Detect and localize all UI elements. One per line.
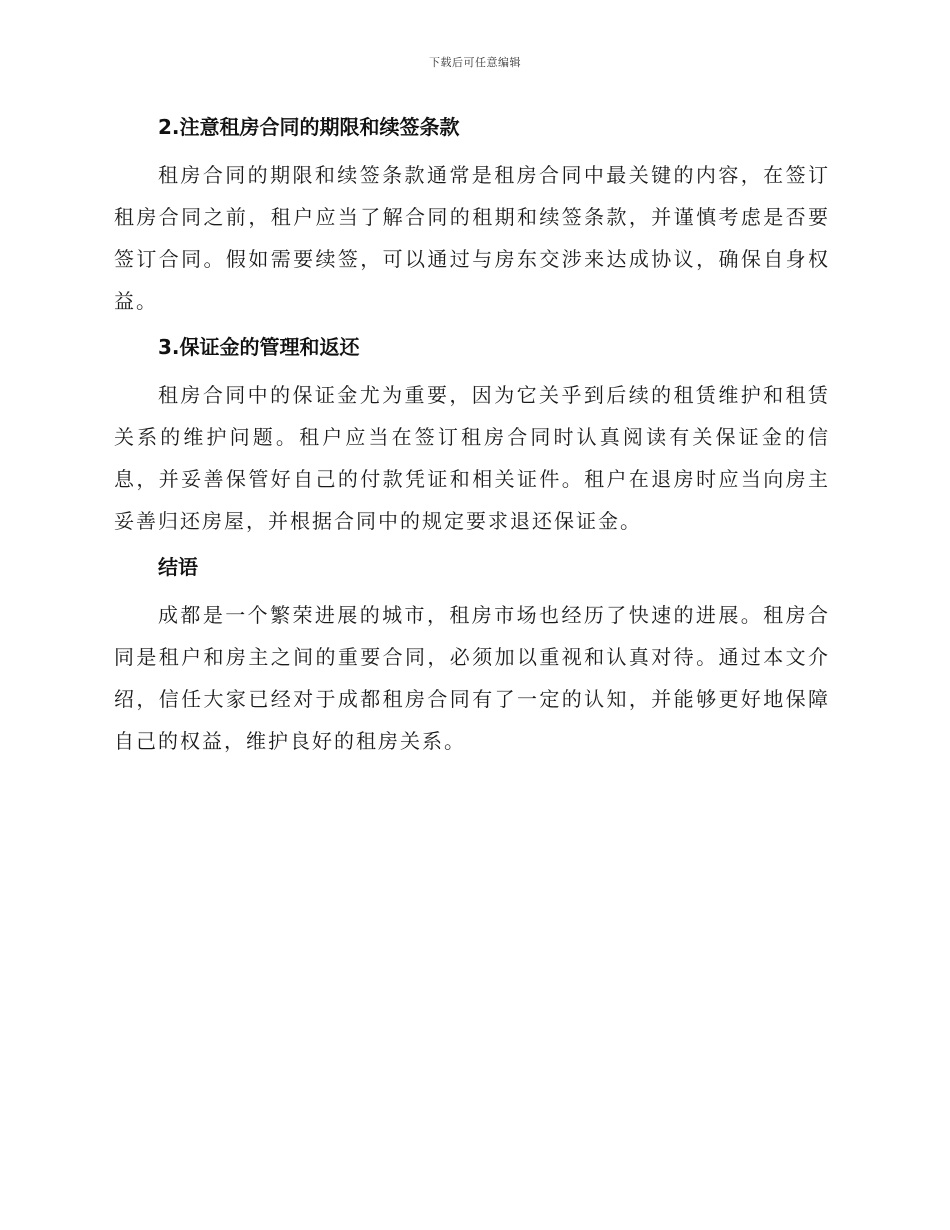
section-paragraph: 租房合同的期限和续签条款通常是租房合同中最关键的内容，在签订租房合同之前，租户应当了解合同的租期和续签条款，并谨慎考虑是否要签订合同。假如需要续签，可以通过与房东交涉来达成协议，确保自身权益。: [114, 163, 830, 313]
section-heading: 3.保证金的管理和返还: [158, 335, 360, 359]
document-body: [114, 112, 830, 772]
header-note: 下载后可任意编辑: [429, 56, 521, 69]
section-heading: 2.注意租房合同的期限和续签条款: [158, 115, 460, 139]
section-renewal: [114, 112, 830, 322]
section-paragraph: 租房合同中的保证金尤为重要，因为它关乎到后续的租赁维护和租赁关系的维护问题。租户应当在签订租房合同时认真阅读有关保证金的信息，并妥善保管好自己的付款凭证和相关证件。租户在退房时应当向房主妥善归还房屋，并根据合同中的规定要求退还保证金。: [114, 383, 830, 533]
section-conclusion: [114, 552, 830, 762]
section-deposit: [114, 332, 830, 542]
section-paragraph: 成都是一个繁荣进展的城市，租房市场也经历了快速的进展。租房合同是租户和房主之间的重要合同，必须加以重视和认真对待。通过本文介绍，信任大家已经对于成都租房合同有了一定的认知，并能够更好地保障自己的权益，维护良好的租房关系。: [114, 603, 830, 753]
section-heading: 结语: [158, 555, 198, 579]
